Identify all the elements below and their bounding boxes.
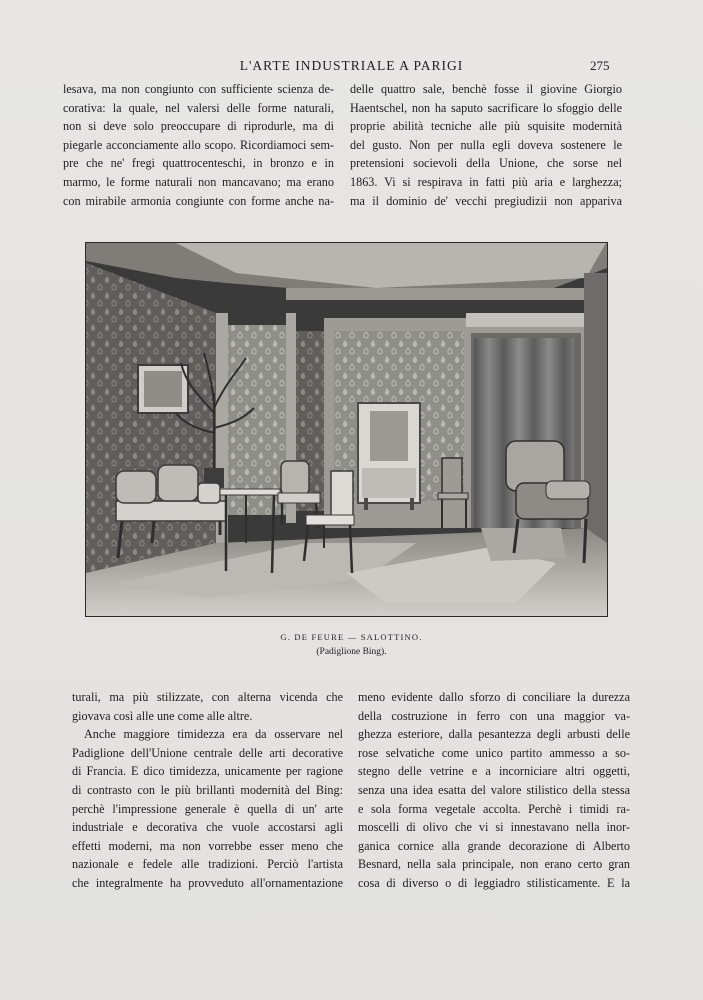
text-line: del gusto. Non per nulla egli doveva sostenere le bbox=[350, 137, 622, 152]
text-line: e sola forma vegetale accolta. Perchè i timidi ra- bbox=[358, 801, 630, 816]
figure-caption: G. DE FEURE — SALOTTINO. bbox=[280, 632, 423, 642]
text-line: di Francia. E dico timidezza, unicamente per ragione bbox=[72, 764, 343, 779]
text-line: rose selvatiche come unico partito ammesso a so- bbox=[358, 745, 630, 760]
text-line: pretensioni socievoli della Unione, che sorse nel bbox=[350, 156, 622, 171]
text-line: marmo, le forme naturali non mancavano; ma erano bbox=[63, 174, 334, 189]
text-line: senza una idea esatta del valore stilistico della stessa bbox=[358, 782, 630, 797]
text-line: industriale e decorativa che vuole accostarsi agli bbox=[72, 820, 343, 835]
text-line: cosa di diverso o di leggiadro stilisticamente. E la bbox=[358, 875, 630, 890]
text-line: piegarle acconciamente allo scopo. Ricordiamoci sem- bbox=[63, 137, 334, 152]
text-line: pre che ne' fregi quattrocenteschi, in bronzo e in bbox=[63, 156, 334, 171]
text-line: 1863. Vi si respirava in fatti più aria e larghezza; bbox=[350, 174, 622, 189]
text-line: delle quattro sale, benchè fosse il giovine Giorgio bbox=[350, 82, 622, 96]
text-line: della costruzione in ferro con una maggior va- bbox=[358, 708, 630, 723]
figure-subcaption: (Padiglione Bing). bbox=[316, 647, 387, 657]
text-line: non si deve solo preoccupare di riprodurle, ma di bbox=[63, 119, 334, 134]
text-line: con mirabile armonia congiunte con forme anche na- bbox=[63, 193, 334, 208]
text-line: perchè l'impressione generale è quella di un' arte bbox=[72, 801, 343, 816]
text-line: Besnard, nella sala principale, non erano certo gran bbox=[358, 857, 630, 872]
text-line: nazionale e fedele alle tradizioni. Perciò l'artista bbox=[72, 857, 343, 872]
text-line: proprie abilità tecniche alle più squisite modernità bbox=[350, 119, 622, 134]
text-line: meno evidente dallo sforzo di conciliare la durezza bbox=[358, 690, 630, 704]
bottom-left-column bbox=[72, 688, 343, 893]
text-line: di contrasto con le più brillanti modernità del Bing: bbox=[72, 782, 343, 797]
text-line: lesava, ma non congiunto con sufficiente scienza de- bbox=[63, 82, 334, 96]
top-left-column bbox=[63, 80, 334, 210]
text-line: ma il dominio de' vecchi pregiudizii non appariva bbox=[350, 193, 622, 208]
text-line: turali, ma più stilizzate, con alterna vicenda che bbox=[72, 690, 343, 704]
text-line: ghezza esteriore, dalla pesantezza degli arbusti delle bbox=[358, 727, 630, 742]
running-title: L'ARTE INDUSTRIALE A PARIGI bbox=[239, 58, 464, 73]
text-line: che integralmente ha provveduto all'ornamentazione bbox=[72, 875, 343, 890]
text-line: stegno delle vetrine e a incorniciare altri oggetti, bbox=[358, 764, 630, 779]
text-line: moscelli di olivo che vi si innestavano nella inor- bbox=[358, 820, 630, 835]
text-line: giovava così alle une come alle altre. bbox=[72, 708, 253, 723]
text-line: ganica cornice alla grande decorazione di Alberto bbox=[358, 838, 630, 853]
text-line: Anche maggiore timidezza era da osservare nel bbox=[84, 727, 343, 742]
text-line: Padiglione dell'Unione centrale delle arti decorative bbox=[72, 745, 343, 760]
text-line: corativa: la quale, nel valersi delle forme naturali, bbox=[63, 100, 334, 115]
salon-photograph bbox=[85, 242, 608, 617]
text-line: Haentschel, non ha saputo sacrificare lo sfoggio delle bbox=[350, 100, 622, 115]
page-number: 275 bbox=[590, 58, 610, 73]
top-right-column bbox=[350, 80, 622, 210]
text-line: effetti moderni, ma non vorrebbe esser meno che bbox=[72, 838, 343, 853]
bottom-right-column bbox=[358, 688, 630, 893]
